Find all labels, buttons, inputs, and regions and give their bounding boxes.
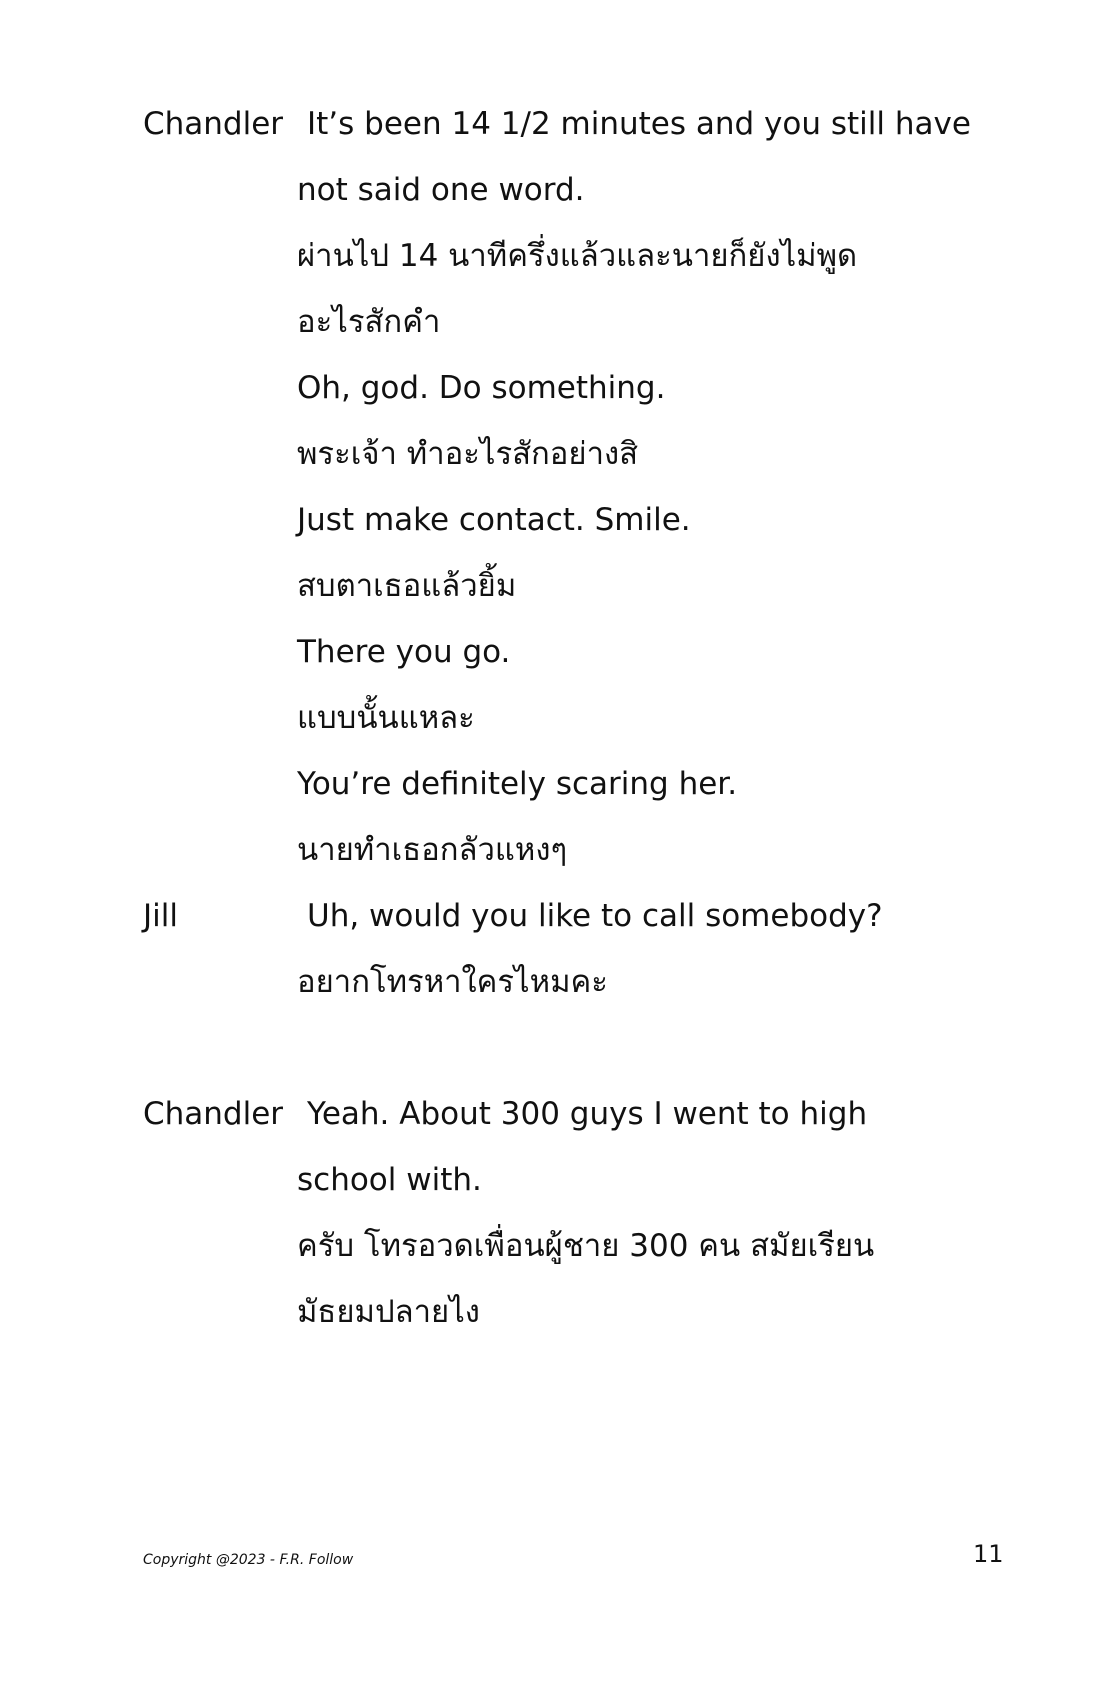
speaker-name: Jill: [143, 898, 178, 934]
dialogue-line: There you go.: [297, 634, 511, 670]
translation-line: สบตาเธอแล้วยิ้ม: [297, 568, 517, 604]
dialogue-line: Yeah. About 300 guys I went to high: [307, 1096, 868, 1132]
translation-line: มัธยมปลายไง: [297, 1294, 480, 1330]
translation-line: แบบนั้นแหละ: [297, 700, 475, 736]
translation-line: ครับ โทรอวดเพื่อนผู้ชาย 300 คน สมัยเรียน: [297, 1228, 875, 1264]
translation-line: ผ่านไป 14 นาทีครึ่งแล้วและนายก็ยังไม่พูด: [297, 238, 858, 274]
translation-line: นายทำเธอกลัวแหงๆ: [297, 832, 568, 868]
translation-line: อะไรสักคำ: [297, 304, 441, 340]
speaker-name: Chandler: [143, 106, 284, 142]
dialogue-line: Uh, would you like to call somebody?: [307, 898, 883, 934]
dialogue-line: It’s been 14 1/2 minutes and you still have: [307, 106, 971, 142]
dialogue-line: You’re definitely scaring her.: [297, 766, 738, 802]
copyright-notice: Copyright @2023 - F.R. Follow: [143, 1552, 354, 1568]
dialogue-line: Just make contact. Smile.: [297, 502, 691, 538]
translation-line: พระเจ้า ทำอะไรสักอย่างสิ: [297, 436, 639, 472]
dialogue-line: not said one word.: [297, 172, 585, 208]
dialogue-line: school with.: [297, 1162, 482, 1198]
speaker-name: Chandler: [143, 1096, 284, 1132]
translation-line: อยากโทรหาใครไหมคะ: [297, 964, 608, 1000]
page-number: 11: [973, 1540, 1004, 1568]
dialogue-line: Oh, god. Do something.: [297, 370, 666, 406]
